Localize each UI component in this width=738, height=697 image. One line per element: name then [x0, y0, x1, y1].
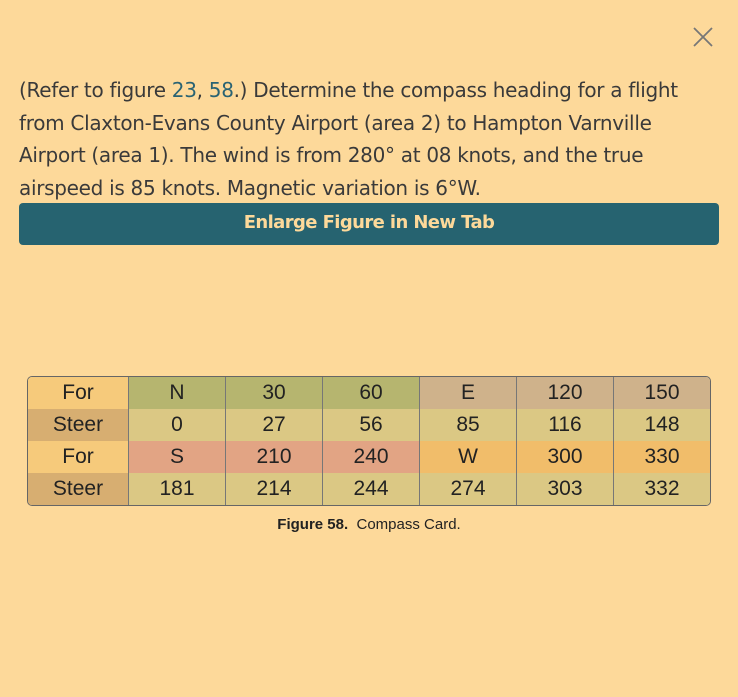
compass-cell: 120	[516, 377, 613, 409]
compass-cell: 85	[419, 409, 516, 441]
compass-cell: 303	[516, 473, 613, 505]
compass-cell: E	[419, 377, 516, 409]
compass-cell: S	[128, 441, 225, 473]
figure-caption-text: Compass Card.	[356, 516, 461, 533]
question-prefix: (Refer to figure	[19, 78, 172, 102]
compass-row-header: Steer	[28, 473, 128, 505]
compass-cell: 150	[613, 377, 710, 409]
compass-cell: 181	[128, 473, 225, 505]
compass-row	[28, 473, 710, 505]
compass-row	[28, 409, 710, 441]
compass-card-table	[27, 376, 711, 506]
compass-cell: 60	[322, 377, 419, 409]
compass-card-figure	[27, 376, 711, 533]
compass-cell: N	[128, 377, 225, 409]
compass-row	[28, 441, 710, 473]
question-body: .) Determine the compass heading for a flight from Claxton-Evans County Airport (area 2) to Hampton Varnville Airport (area 1). The wind is from 280° at 08 knots, and the true airspeed is 85 knots. Magnetic variation is 6°W.	[19, 78, 678, 200]
compass-cell: 244	[322, 473, 419, 505]
question-text	[19, 74, 719, 204]
compass-cell: W	[419, 441, 516, 473]
enlarge-figure-button[interactable]: Enlarge Figure in New Tab	[19, 203, 719, 245]
compass-cell: 0	[128, 409, 225, 441]
compass-cell: 56	[322, 409, 419, 441]
compass-cell: 332	[613, 473, 710, 505]
compass-cell: 30	[225, 377, 322, 409]
compass-cell: 210	[225, 441, 322, 473]
compass-cell: 330	[613, 441, 710, 473]
figure-23-link[interactable]: 23	[171, 78, 197, 102]
compass-cell: 240	[322, 441, 419, 473]
compass-row-header: Steer	[28, 409, 128, 441]
compass-cell: 27	[225, 409, 322, 441]
question-separator: ,	[196, 78, 209, 102]
compass-cell: 274	[419, 473, 516, 505]
compass-row	[28, 377, 710, 409]
compass-row-header: For	[28, 441, 128, 473]
figure-caption	[27, 516, 711, 533]
compass-cell: 148	[613, 409, 710, 441]
compass-cell: 214	[225, 473, 322, 505]
close-icon[interactable]	[690, 24, 716, 50]
compass-cell: 116	[516, 409, 613, 441]
compass-row-header: For	[28, 377, 128, 409]
figure-58-link[interactable]: 58	[208, 78, 234, 102]
compass-cell: 300	[516, 441, 613, 473]
figure-caption-label: Figure 58.	[277, 516, 349, 533]
